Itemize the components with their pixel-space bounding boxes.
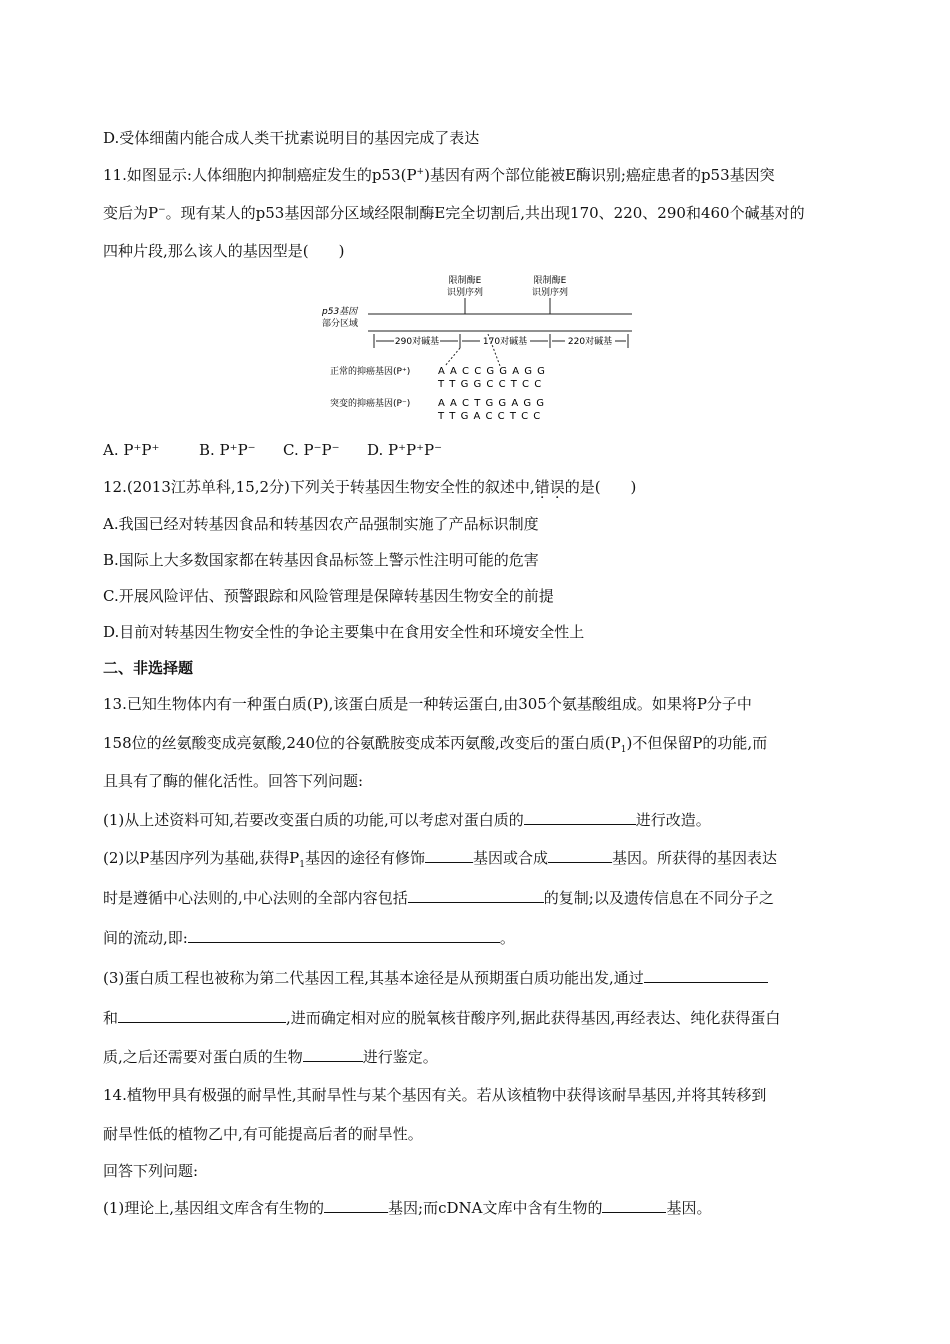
q14-stem-line1: 14.植物甲具有极强的耐旱性,其耐旱性与某个基因有关。若从该植物中获得该耐旱基因,并将其转移到 [103,1086,767,1104]
normal-gene-label: 正常的抑癌基因(P⁺) [330,367,411,377]
answer-blank[interactable] [548,848,612,863]
segment-170-label: 170对碱基 [482,337,528,347]
answer-blank[interactable] [644,968,768,983]
answer-blank[interactable] [188,928,500,943]
q14-part1: (1)理论上,基因组文库含有生物的 基因;而cDNA文库中含有生物的 基因。 [103,1199,712,1217]
q12-stem: 12.(2013江苏单科,15,2分)下列关于转基因生物安全性的叙述中,错误的是( ) [103,478,637,496]
q13-part2-line1: (2)以P基因序列为基础,获得$P_1$基因的途径有修饰 基因或合成 基因。所获得的基因表达 [103,849,777,870]
q11-options [103,440,442,460]
q13-part2-line2: 时是遵循中心法则的,中心法则的全部内容包括 的复制;以及遗传信息在不同分子之 [103,889,774,907]
answer-blank[interactable] [303,1047,363,1062]
q11-stem-line2: 变后为P−。现有某人的p53基因部分区域经限制酶E完全切割后,共出现170、220、290和460个碱基对的 [103,204,805,222]
q13-stem-line2: 158位的丝氨酸变成亮氨酸,240位的谷氨酰胺变成苯丙氨酸,改变后的蛋白质$(P_1)$不但保留P的功能,而 [103,734,768,755]
q12-option-d[interactable]: D.目前对转基因生物安全性的争论主要集中在食用安全性和环境安全性上 [103,623,585,641]
mutant-gene-label: 突变的抑癌基因(P⁻) [330,399,411,409]
site1-label-line2: 识别序列 [446,288,484,298]
answer-blank[interactable] [602,1198,666,1213]
site2-label-line1: 限制酶E [533,276,567,286]
answer-blank[interactable] [524,810,636,825]
q13-part1: (1)从上述资料可知,若要改变蛋白质的功能,可以考虑对蛋白质的 进行改造。 [103,811,711,829]
restriction-site-diagram [310,270,650,425]
answer-blank[interactable] [118,1008,286,1023]
q14-stem-line2: 耐旱性低的植物乙中,有可能提高后者的耐旱性。 [103,1125,423,1143]
site1-label-line1: 限制酶E [448,276,482,286]
q13-stem-line3: 且具有了酶的催化活性。回答下列问题: [103,772,364,790]
q12-option-c[interactable]: C.开展风险评估、预警跟踪和风险管理是保障转基因生物安全的前提 [103,587,554,605]
q13-part2-line3: 间的流动,即: 。 [103,929,515,947]
q14-stem-line3: 回答下列问题: [103,1162,199,1180]
gene-label-line2: 部分区域 [322,319,359,329]
q11-option-a[interactable]: A. P⁺P⁺ [103,441,160,459]
gene-label-line1: p53基因 [322,307,358,317]
q13-stem-line1: 13.已知生物体内有一种蛋白质(P),该蛋白质是一种转运蛋白,由305个氨基酸组成。如果将P分子中 [103,695,752,713]
segment-290-label: 290对碱基 [394,337,440,347]
normal-top-strand: A A C C G G A G G [438,366,546,377]
q12-option-a[interactable]: A.我国已经对转基因食品和转基因农产品强制实施了产品标识制度 [103,515,539,533]
answer-blank[interactable] [408,888,544,903]
mutant-bottom-strand: T T G A C C T C C [438,411,542,422]
q10-option-d: D.受体细菌内能合成人类干扰素说明目的基因完成了表达 [103,129,480,147]
mutant-top-strand: A A C T G G A G G [438,398,546,409]
q13-part3-line2: 和 ,进而确定相对应的脱氧核苷酸序列,据此获得基因,再经表达、纯化获得蛋白 [103,1009,781,1027]
segment-220-label: 220对碱基 [567,337,613,347]
q11-stem-line3: 四种片段,那么该人的基因型是( ) [103,242,345,260]
q13-part3-line1: (3)蛋白质工程也被称为第二代基因工程,其基本途径是从预期蛋白质功能出发,通过 [103,968,768,988]
q11-option-c[interactable]: C. P⁻P⁻ [283,441,340,459]
q11-option-d[interactable]: D. P⁺P⁺P⁻ [367,441,443,459]
answer-blank[interactable] [324,1198,388,1213]
normal-bottom-strand: T T G G C C T C C [438,379,543,390]
site2-label-line2: 识别序列 [531,288,569,298]
answer-blank[interactable] [425,848,473,863]
q12-option-b[interactable]: B.国际上大多数国家都在转基因食品标签上警示性注明可能的危害 [103,551,539,569]
section-title: 二、非选择题 [103,659,194,677]
q13-part3-line3: 质,之后还需要对蛋白质的生物 进行鉴定。 [103,1048,438,1066]
q11-stem-line1: 11.如图显示:人体细胞内抑制癌症发生的p53(P+)基因有两个部位能被E酶识别;癌症患者的p53基因突 [103,166,775,184]
q11-option-b[interactable]: B. P⁺P⁻ [199,441,256,459]
